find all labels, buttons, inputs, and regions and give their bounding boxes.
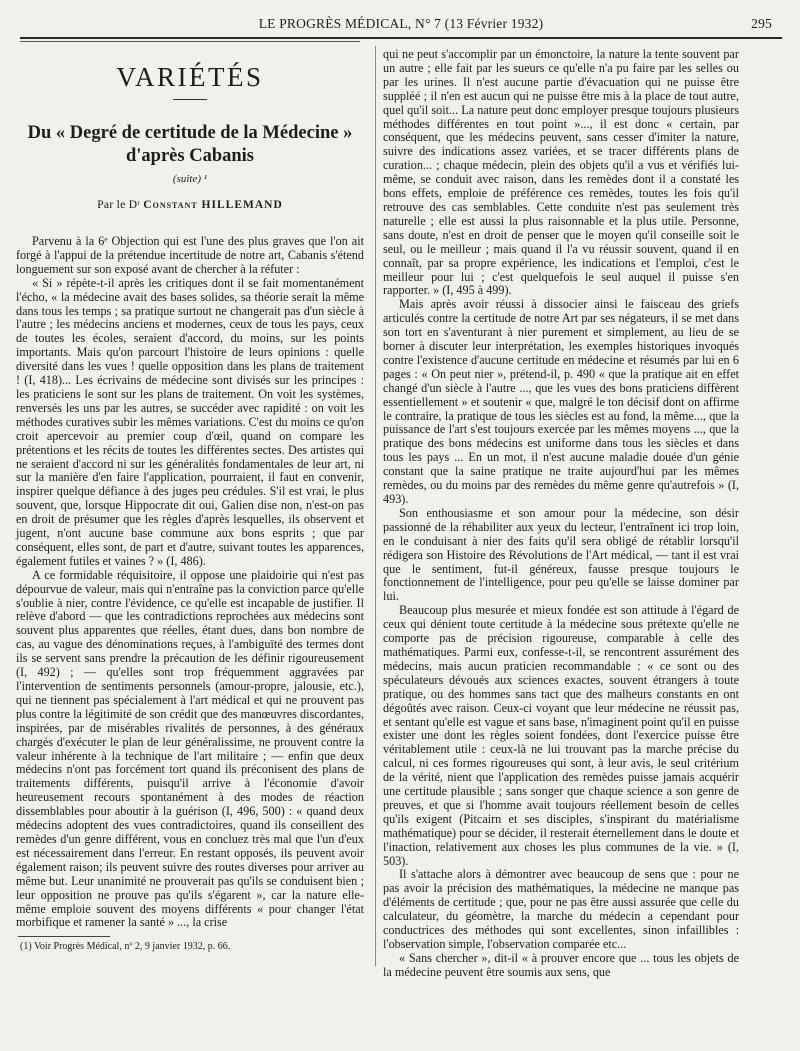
article-title-line2: d'après Cabanis bbox=[126, 146, 254, 166]
paragraph: Parvenu à la 6ᵉ Objection qui est l'une des plus graves que l'on ait forgé à l'appui de la prétendue incertitude de notre art, Cabanis s'étend longuement sur son exposé avant de chercher à la réfuter : bbox=[16, 234, 364, 276]
article-title-line1: Du « Degré de certitude de la Médecine » bbox=[27, 123, 353, 143]
paragraph: Mais après avoir réussi à dissocier ainsi le faisceau des griefs articulés contre la certitude de notre Art par ses négateurs, il se met dans son tort en s'aventurant à nier purement et simplement, au lieu de se borner à discuter leur interprétation, les exemples historiques invoqués contre l'existence d'aucune certitude en médecine et résumés par lui en 6 pages : « On peut nier », prétend-il, p. 490 « que la pratique ait en effet changé d'un siècle à l'autre ..., que les vues des bons praticiens diffèrent essentiellement » et soutenir « que, malgré le ton décisif dont on affirme le contraire, la pratique de tous les siècles est au fond, la même..., que la puissance de l'art s'est toujours exercée par les mêmes moyens ..., que la pratique des bons médecins est uniforme dans tous les siècles et dans tous les pays ... En un mot, il n'est aucune maladie douée d'un génie constant que la saine pratique ne traite aujourd'hui par les mêmes remèdes, ou du moins par des remèdes du même genre qu'autrefois » (I, 493). bbox=[383, 297, 739, 506]
left-column bbox=[16, 48, 364, 953]
section-heading: VARIÉTÉS bbox=[116, 62, 264, 92]
right-body bbox=[383, 48, 739, 980]
page-number: 295 bbox=[751, 16, 772, 31]
byline-prefix: Par le Dʳ bbox=[97, 199, 141, 211]
article-title bbox=[16, 122, 364, 168]
running-title: LE PROGRÈS MÉDICAL, N° 7 (13 Février 1932) bbox=[258, 16, 544, 31]
paragraph: A ce formidable réquisitoire, il oppose une plaidoirie qui n'est pas dépourvue de valeur, mais qui n'entraîne pas la conviction parce qu'elle s'oublie à nier, contre l'évidence, ce qu'elle est incapable de justifier. Il relève d'abord — que les contradictions reprochées aux médecins sont souvent plus apparentes que réelles, étant dues, dans bon nombre de cas, au vague des dénominations reçues, à l'ambiguïté des termes dont ils se servent sans prendre la précaution de les définir rigoureusement (I, 492) ; — qu'elles sont trop fréquemment aggravées par l'intervention de sentiments personnels (amour-propre, jalousie, etc.), qui ne tiennent pas spécialement à l'art médical et qui ne prouvent pas plus contre la légitimité de son crédit que des manœuvres discordantes, inspirées, par de misérables rivalités de personnes, à des généraux chargés d'exécuter le plan de leur généralissime, ne prouvent contre la valeur inhérente à la technique de l'art militaire ; — enfin que deux médecins n'ont pas forcément tort quand ils préconisent des plans de traitements différents, puisqu'il arrive à l'économie d'avoir heureusement recours spontanément à des modes de réaction dissemblables pour aboutir à la guérison (I, 496, 500) : « quand deux médecins adoptent des vues contradictoires, quand ils conseillent des remèdes d'un genre différent, vous en concluez très mal que l'un d'eux est nécessairement dans l'erreur. En restant opposés, ils peuvent avoir également raison; ils peuvent suivre des routes diverses pour arriver au même but. Leur unanimité ne prouverait pas qu'ils se conduisent bien ; leur opposition ne prouve pas qu'ils s'égarent », car la nature elle-même emploie souvent des moyens différents « pour changer l'état morbifique et ramener la santé » ..., la crise bbox=[16, 567, 364, 930]
header-rule bbox=[20, 37, 782, 39]
right-column bbox=[383, 48, 739, 980]
footnote: (1) Voir Progrès Médical, nº 2, 9 janvier 1932, p. 66. bbox=[20, 941, 231, 953]
paragraph: « Si » répète-t-il après les critiques dont il se fait momentanément l'écho, « la médecine avait des bases solides, sa théorie serait la même dans tous les temps ; sa pratique surtout ne changerait pas d'un siècle à l'autre ; les médecins anciens et modernes, ceux de tous les pays, ceux de toutes les écoles, seraient d'accord, du moins, sur les points importants. Mais qu'on parcourt l'histoire de leurs opinions : quelle diversité dans les vues ! quelle opposition dans les plans de traitement ! (I, 418)... Les écrivains de médecine sont divisés sur les principes : les praticiens le sont sur les plans de traitement. On voit les systèmes, renversés les uns par les autres, se succéder avec rapidité : on voit les méthodes curatives subir les mêmes variations. C'est du moins ce qu'on croit apercevoir au premier coup d'œil, quand on compare les prétentions et les récits de toutes les différentes sectes. Des artistes qui ne seraient d'accord ni sur les généralités fondamentales de leur art, ni sur la manière d'en faire l'application, pourraient, il faut en convenir, inspirer quelque défiance à des juges peu crédules. S'il est vrai, le plus souvent, que, lorsque Hippocrate dit oui, Galien dise non, n'est-on pas en droit de présumer que les règles d'après lesquelles, ils observent et jugent, n'ont aucune base commune aux bons esprits ; que par conséquent, elles sont, de part et d'autre, suivant toutes les apparences, également futiles et vaines ? » (I, 486). bbox=[16, 275, 364, 568]
header-subrule bbox=[20, 41, 360, 42]
author-name: Constant HILLEMAND bbox=[143, 199, 283, 211]
column-divider bbox=[375, 46, 376, 966]
article-continuation-note: (suite) ¹ bbox=[172, 173, 208, 185]
article-byline bbox=[16, 199, 364, 211]
paragraph: Il s'attache alors à démontrer avec beaucoup de sens que : pour ne pas avoir la précision des mathématiques, la médecine ne manque pas d'éléments de certitude ; que, pour ne pas être aussi assurée que celle du calculateur, du géomètre, la marche du médecin a cependant pour conductrices des méthodes qui sont excellentes, sinon infaillibles : l'observation simple, l'observation comparée etc... bbox=[383, 867, 739, 951]
section-rule bbox=[173, 99, 207, 100]
paragraph: qui ne peut s'accomplir par un émonctoire, la nature la tente souvent par un autre ; elle fait par les sueurs ce qu'elle n'a pu faire par les selles ou par les urines. Il n'est aucune partie d'évacuation qui ne puisse être suppléé ; il n'en est aucun qui ne puisse être mis à la place de tout autre, quel qu'il soit... La nature peut donc employer presque toujours plusieurs méthodes différentes en tout point »..., il est donc « certain, par conséquent, que les médecins peuvent, sans cesser d'imiter la nature, suivre des indications assez variées, et se tracer différents plans de curation... ; chaque médecin, plein des objets qu'il a vus et vérifiés lui-même, se conduit avec raison, dans les remèdes dont il a constaté les bons effets, emploie de préférence ces remèdes, toutes les fois qu'il retrouve des cas semblables. Cette conduite n'est pas seulement très naturelle ; elle est aussi la plus raisonnable et la plus utile. Personne, sans doute, n'est en droit de penser que le moyen qu'il conseille soit le seul, ou le meilleur ; mais quand il l'a vu réussir souvent, quand il en connaît, par sa propre expérience, les indications et l'emploi, c'est le meilleur pour lui ; c'est quelquefois le seul auquel il puisse s'en rapporter. » (I, 495 à 499). bbox=[383, 47, 739, 298]
footnote-rule bbox=[18, 936, 110, 937]
paragraph: « Sans chercher », dit-il « à prouver encore que ... tous les objets de la médecine peuvent être soumis aux sens, que bbox=[383, 950, 739, 979]
left-body bbox=[16, 235, 364, 930]
paragraph: Son enthousiasme et son amour pour la médecine, son désir passionné de la réhabiliter aux yeux du lecteur, l'entraînent ici trop loin, en le conduisant à nier des faits qu'il sera obligé de rétablir lorsqu'il rédigera son Histoire des Révolutions de l'Art médical, — tant il est vrai que le sentiment, fut-il généreux, fausse presque toujours le fonctionnement de l'intelligence, pour peu qu'elle se laisse dominer par lui. bbox=[383, 505, 739, 604]
running-header bbox=[20, 14, 782, 36]
paragraph: Beaucoup plus mesurée et mieux fondée est son attitude à l'égard de ceux qui dénient toute certitude à la médecine sous prétexte qu'elle ne comporte pas de précision rigoureuse, comparable à celle des mathématiques. Parmi eux, confesse-t-il, se rencontrent assurément des médecins, mais aucun praticien recommandable : « ce sont ou des spéculateurs dévoués aux sciences exactes, souvent étrangers à toute pratique, ou des hommes sans tact que des malheurs constants en ont dégoûtés avec raison. Ceux-ci voyant que leur médecine ne réussit pas, et sentant qu'elle est vague et sans base, n'imaginent point qu'il en puisse exister une dont les règles soient fondées, dont l'exercice puisse être véritablement utile : ceux-là ne lui trouvant pas la marche précise du calcul, ni ces formes rigoureuses qui sont, à leur avis, le seul critérium de la vérité, nient que l'application des remèdes puisse jamais acquérir une certitude plausible ; sans songer que chaque science a son genre de preuves, et que si l'homme avait toujours réellement besoin de celles qu'ils exigent (Pitcairn et ses disciples, s'inspirant du matérialisme mathématique) pour se décider, il resterait éternellement dans le doute et l'inaction, relativement aux choses les plus communes de la vie. » (I, 503). bbox=[383, 603, 739, 868]
